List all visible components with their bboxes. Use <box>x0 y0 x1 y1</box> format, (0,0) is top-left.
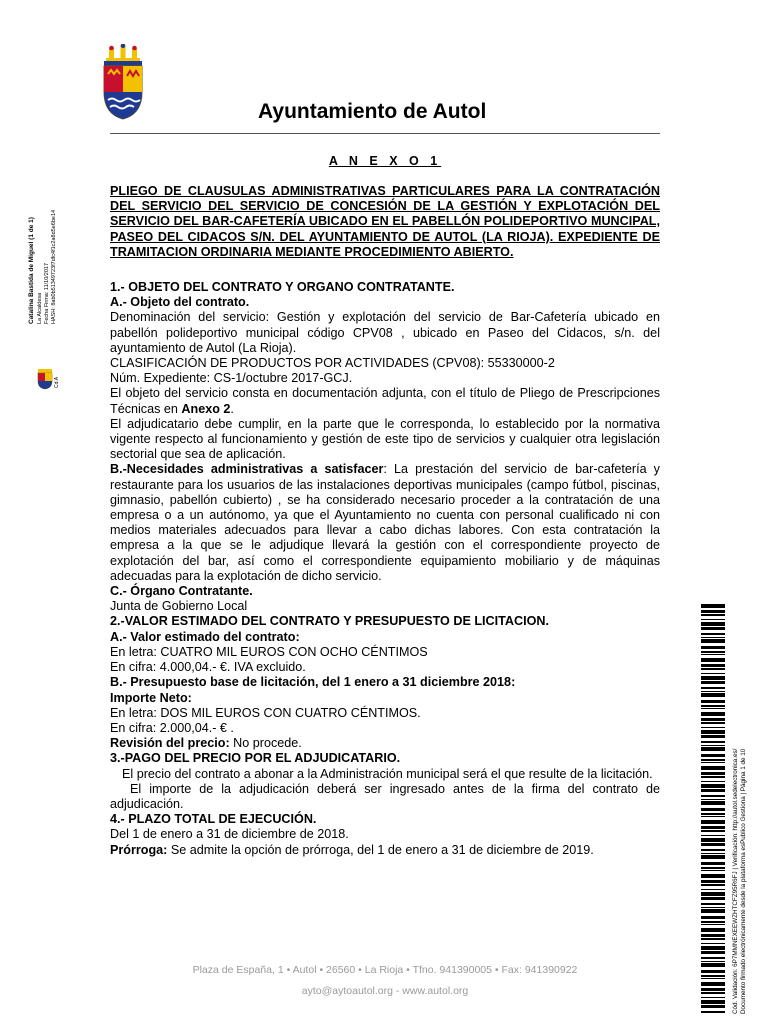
section-3-title: 3.-PAGO DEL PRECIO POR EL ADJUDICATARIO. <box>110 751 401 766</box>
barcode-bar <box>701 808 725 811</box>
section-3-payment: El importe de la adjudicación deberá ser ingresado antes de la firma del contrato de adjudicación. <box>110 781 660 811</box>
barcode-bar <box>701 921 725 923</box>
barcode-bar <box>701 700 725 703</box>
barcode-bar <box>701 874 725 878</box>
small-coat-of-arms-icon <box>36 368 54 390</box>
barcode-bar <box>701 880 725 883</box>
barcode-bar <box>701 687 725 689</box>
barcode-bar <box>701 762 725 763</box>
section-1c-body: Junta de Gobierno Local <box>110 599 248 614</box>
signature-sidebar <box>28 176 68 324</box>
mini-seal-label: Cd.A <box>54 376 60 388</box>
barcode-bar <box>701 705 725 707</box>
section-1a-cpv: CLASIFICACIÓN DE PRODUCTOS POR ACTIVIDADES (CPV08): 55330000-2 <box>110 356 555 371</box>
barcode-bar <box>701 799 725 800</box>
barcode-bar <box>701 747 725 751</box>
barcode-bar <box>701 784 725 788</box>
section-2b-amount-figures: En cifra: 2.000,04.- € . <box>110 720 234 735</box>
section-4-title: 4.- PLAZO TOTAL DE EJECUCIÓN. <box>110 812 317 827</box>
barcode-bar <box>701 745 725 746</box>
barcode-bar <box>701 903 725 905</box>
barcode-bar <box>701 867 725 869</box>
barcode-bar <box>701 820 725 824</box>
barcode-bar <box>701 658 725 662</box>
barcode-bar <box>701 754 725 757</box>
barcode-bar <box>701 664 725 667</box>
barcode-bar <box>701 830 725 832</box>
barcode-bar <box>701 795 725 797</box>
barcode-bar <box>701 676 725 680</box>
barcode-bar <box>701 892 725 896</box>
barcode-bar <box>701 916 725 919</box>
barcode-bar <box>701 604 725 608</box>
organization-name: Ayuntamiento de Autol <box>258 100 487 123</box>
barcode-bar <box>701 1011 725 1013</box>
barcode-bar <box>701 826 725 829</box>
barcode-bar <box>701 1005 725 1008</box>
barcode-bar <box>701 741 725 743</box>
barcode-bar <box>701 622 725 626</box>
barcode-bar <box>701 943 725 944</box>
barcode-bar <box>701 789 725 792</box>
verification-code-line: Cód. Validación: 6P7MMNEXEEWZHTCFZ95R6FJ | Verificación: http://autol.sedelectronica.es/ <box>732 748 739 1014</box>
barcode-bar <box>701 813 725 815</box>
barcode-bar <box>701 853 725 854</box>
barcode-bar <box>701 651 725 653</box>
barcode-bar <box>701 884 725 886</box>
barcode-bar <box>701 855 725 859</box>
section-3-price: El precio del contrato a abonar a la Administración municipal será el que resulte de la licitación. <box>122 766 653 781</box>
verification-barcode <box>701 604 725 1016</box>
barcode-bar <box>701 776 725 778</box>
barcode-bar <box>701 849 725 851</box>
header-divider <box>110 133 660 134</box>
section-2b-amount-words: En letra: DOS MIL EUROS CON CUATRO CÉNTIMOS. <box>110 705 421 720</box>
barcode-bar <box>701 870 725 871</box>
barcode-bar <box>701 637 725 638</box>
section-2a-title: A.- Valor estimado del contrato: <box>110 629 300 644</box>
electronic-signature-line: Documento firmado electrónicamente desde la plataforma esPublico Gestiona | Página 1 de 10 <box>739 748 747 1014</box>
barcode-bar <box>701 610 725 613</box>
section-1a-service: Denominación del servicio: Gestión y explotación del servicio de Bar-Cafetería ubicado en pabellón polideportivo municipal código CPV08 , ubicado en Paseo del Cidacos, s/n. del ayuntamiento de Autol (La Rioja). <box>110 310 660 355</box>
barcode-bar <box>701 946 725 950</box>
barcode-bar <box>701 639 725 643</box>
section-4-extension: Prórroga: Se admite la opción de prórroga, del 1 de enero a 31 de diciembre de 2019. <box>110 842 594 857</box>
barcode-bar <box>701 673 725 674</box>
barcode-bar <box>701 712 725 716</box>
section-1-title: 1.- OBJETO DEL CONTRATO Y ORGANO CONTRATANTE. <box>110 280 455 295</box>
barcode-bar <box>701 730 725 734</box>
barcode-bar <box>701 722 725 724</box>
signer-role: La Alcaldesa <box>37 292 43 324</box>
barcode-bar <box>701 654 725 655</box>
barcode-bar <box>701 801 725 805</box>
section-1b-paragraph: B.-Necesidades administrativas a satisfacer: La prestación del servicio de bar-cafetería y restaurante para los usuarios de las instalaciones deportivas municipales (campo fútbol, piscinas, gimnasio, pabellón cubierto) , se ha considerado necesario proceder a la contratación de una empresa o a un autónomo, ya que el Ayuntamiento no cuenta con personal cualificado ni con medios materiales adecuados para llevar a cabo dichas labores. Con esta contratación la empresa a la que se le adjudique llevará la gestión con el correspondiente proyecto de explotación del bar, así como el correspondiente equipamiento mobiliario y de máquinas adecuadas para la explotación de dicho servicio. <box>110 462 660 583</box>
section-2b-net-amount: Importe Neto: <box>110 690 192 705</box>
barcode-bar <box>701 934 725 937</box>
section-1a-title: A.- Objeto del contrato. <box>110 295 250 310</box>
barcode-bar <box>701 978 725 979</box>
barcode-bar <box>701 633 725 635</box>
signature-hash: HASH: 8ab0b51349723f7dfc4f1c2a8d5e6be14 <box>51 209 57 324</box>
barcode-bar <box>701 735 725 738</box>
barcode-bar <box>701 708 725 709</box>
price-revision: Revisión del precio: No procede. <box>110 736 302 751</box>
section-1a-file-number: Núm. Expediente: CS-1/octubre 2017-GCJ. <box>110 371 353 386</box>
barcode-bar <box>701 957 725 959</box>
signature-date: Fecha Firma: 11/10/2017 <box>44 262 50 324</box>
barcode-bar <box>701 961 725 962</box>
document-body <box>110 184 660 858</box>
section-1c-title: C.- Órgano Contratante. <box>110 584 253 599</box>
barcode-bar <box>701 619 725 620</box>
annex-2-reference: Anexo 2 <box>181 401 231 416</box>
barcode-bar <box>701 909 725 913</box>
section-2a-amount-figures: En cifra: 4.000,04.- €. IVA excluido. <box>110 660 306 675</box>
section-2b-title: B.- Presupuesto base de licitación, del 1 enero a 31 diciembre 2018: <box>110 675 516 690</box>
barcode-bar <box>701 1000 725 1004</box>
barcode-bar <box>701 781 725 782</box>
barcode-bar <box>701 889 725 890</box>
annex-title: A N E X O 1 <box>328 154 442 168</box>
barcode-bar <box>701 772 725 775</box>
signer-name: Catalina Bastida de Miguel (1 de 1) <box>28 217 35 324</box>
barcode-bar <box>701 843 725 846</box>
barcode-bar <box>701 862 725 865</box>
barcode-bar <box>701 718 725 721</box>
barcode-bar <box>701 614 725 616</box>
barcode-bar <box>701 646 725 649</box>
barcode-bar <box>701 928 725 932</box>
document-heading: PLIEGO DE CLAUSULAS ADMINISTRATIVAS PARTICULARES PARA LA CONTRATACIÓN DEL SERVICIO DEL SERVICIO DE CONCESIÓN DE LA GESTIÓN Y EXPLOTACIÓN DEL SERVICIO DEL BAR-CAFETERÍA UBICADO EN EL PABELLÓN POLIDEPORTIVO MUNCIPAL, PASEO DEL CIDACOS S/N. DEL AYUNTAMIENTO DE AUTOL (LA RIOJA). EXPEDIENTE DE TRAMITACION ORDINARIA MEDIANTE PROCEDIMIENTO ABIERTO. <box>110 184 660 259</box>
barcode-bar <box>701 997 725 998</box>
section-1b-title: B.-Necesidades administrativas a satisfacer <box>110 462 384 477</box>
barcode-bar <box>701 924 725 925</box>
barcode-bar <box>701 938 725 940</box>
footer-contact: ayto@aytoautol.org - www.autol.org <box>301 985 469 997</box>
barcode-bar <box>701 693 725 697</box>
section-1a-object: El objeto del servicio consta en documentación adjunta, con el título de Pliego de Prescripciones Técnicas en Anexo 2. <box>110 386 660 416</box>
footer-address: Plaza de España, 1 • Autol • 26560 • La Rioja • Tfno. 941390005 • Fax: 941390922 <box>192 964 578 976</box>
section-2a-amount-words: En letra: CUATRO MIL EUROS CON OCHO CÉNTIMOS <box>110 644 428 659</box>
barcode-bar <box>701 627 725 630</box>
municipal-coat-of-arms <box>100 44 146 120</box>
barcode-bar <box>701 907 725 908</box>
section-1a-obligations: El adjudicatario debe cumplir, en la parte que le corresponda, lo establecido por la normativa vigente respecto al funcionamiento y gestión de este tipo de servicios y cualquier otra legislación sectorial que sea de aplicación. <box>110 416 660 462</box>
barcode-bar <box>701 668 725 670</box>
barcode-bar <box>701 681 725 684</box>
barcode-bar <box>701 691 725 692</box>
section-4-period: Del 1 de enero a 31 de diciembre de 2018. <box>110 827 349 842</box>
barcode-bar <box>701 835 725 836</box>
barcode-bar <box>701 727 725 728</box>
barcode-bar <box>701 838 725 842</box>
barcode-bar <box>701 951 725 954</box>
section-2-title: 2.-VALOR ESTIMADO DEL CONTRATO Y PRESUPUESTO DE LICITACION. <box>110 614 549 629</box>
barcode-bar <box>701 897 725 900</box>
barcode-bar <box>701 816 725 817</box>
barcode-bar <box>701 759 725 761</box>
barcode-bar <box>701 766 725 770</box>
